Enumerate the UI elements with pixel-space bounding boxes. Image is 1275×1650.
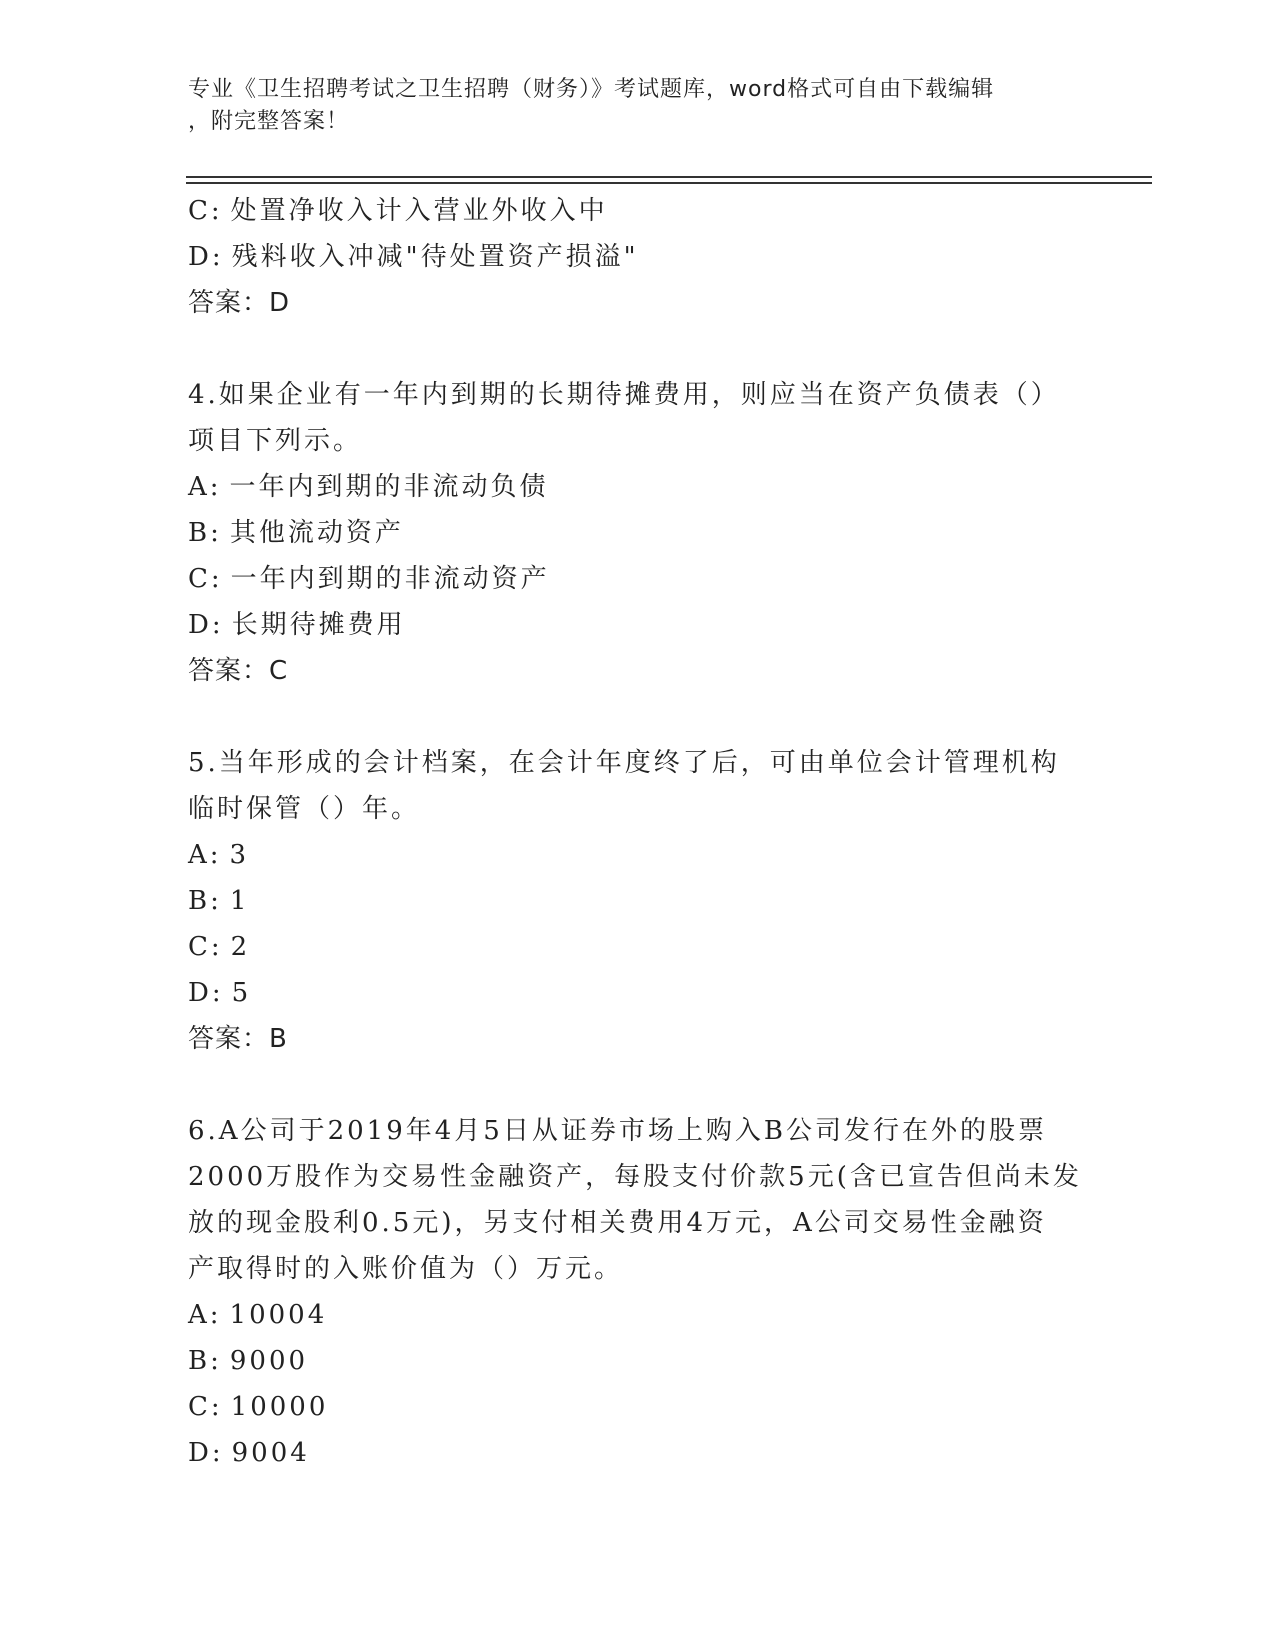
document-header (188, 74, 1068, 138)
q6-option-d: D: 9004 (188, 1438, 310, 1468)
q3-option-d: D: 残料收入冲减"待处置资产损溢" (188, 242, 639, 272)
q6-stem-line-2: 2000万股作为交易性金融资产，每股支付价款5元(含已宣告但尚未发 (188, 1162, 1082, 1192)
header-line-1: 专业《卫生招聘考试之卫生招聘（财务）》考试题库，word格式可自由下载编辑 (188, 77, 995, 102)
q6-option-a: A: 10004 (188, 1300, 328, 1330)
header-rule-bottom (186, 182, 1152, 184)
q5-option-d: D: 5 (188, 978, 252, 1008)
q4-stem-line-1: 4.如果企业有一年内到期的长期待摊费用，则应当在资产负债表（） (188, 380, 1060, 410)
q4-option-b: B: 其他流动资产 (188, 518, 404, 548)
q3-answer: 答案：D (188, 288, 291, 318)
q4-stem-line-2: 项目下列示。 (188, 426, 363, 456)
q6-stem-line-3: 放的现金股利0.5元)，另支付相关费用4万元，A公司交易性金融资 (188, 1208, 1047, 1238)
q4-option-c: C: 一年内到期的非流动资产 (188, 564, 550, 594)
question-3 (188, 188, 1088, 326)
q5-stem-line-1: 5.当年形成的会计档案，在会计年度终了后，可由单位会计管理机构 (188, 748, 1060, 778)
q5-option-b: B: 1 (188, 886, 250, 916)
question-6 (188, 1108, 1088, 1476)
q4-answer: 答案：C (188, 656, 289, 686)
header-line-2: ，附完整答案！ (188, 109, 350, 134)
q5-stem-line-2: 临时保管（）年。 (188, 794, 421, 824)
q5-answer: 答案：B (188, 1024, 288, 1054)
question-5 (188, 740, 1088, 1062)
q5-option-a: A: 3 (188, 840, 250, 870)
question-content (188, 188, 1088, 1476)
q6-option-b: B: 9000 (188, 1346, 309, 1376)
header-rule-top (186, 176, 1152, 178)
q5-option-c: C: 2 (188, 932, 251, 962)
q6-option-c: C: 10000 (188, 1392, 329, 1422)
q4-option-a: A: 一年内到期的非流动负债 (188, 472, 549, 502)
q6-stem-line-4: 产取得时的入账价值为（）万元。 (188, 1254, 624, 1284)
question-4 (188, 372, 1088, 694)
q6-stem-line-1: 6.A公司于2019年4月5日从证券市场上购入B公司发行在外的股票 (188, 1116, 1047, 1146)
q3-option-c: C: 处置净收入计入营业外收入中 (188, 196, 608, 226)
q4-option-d: D: 长期待摊费用 (188, 610, 406, 640)
